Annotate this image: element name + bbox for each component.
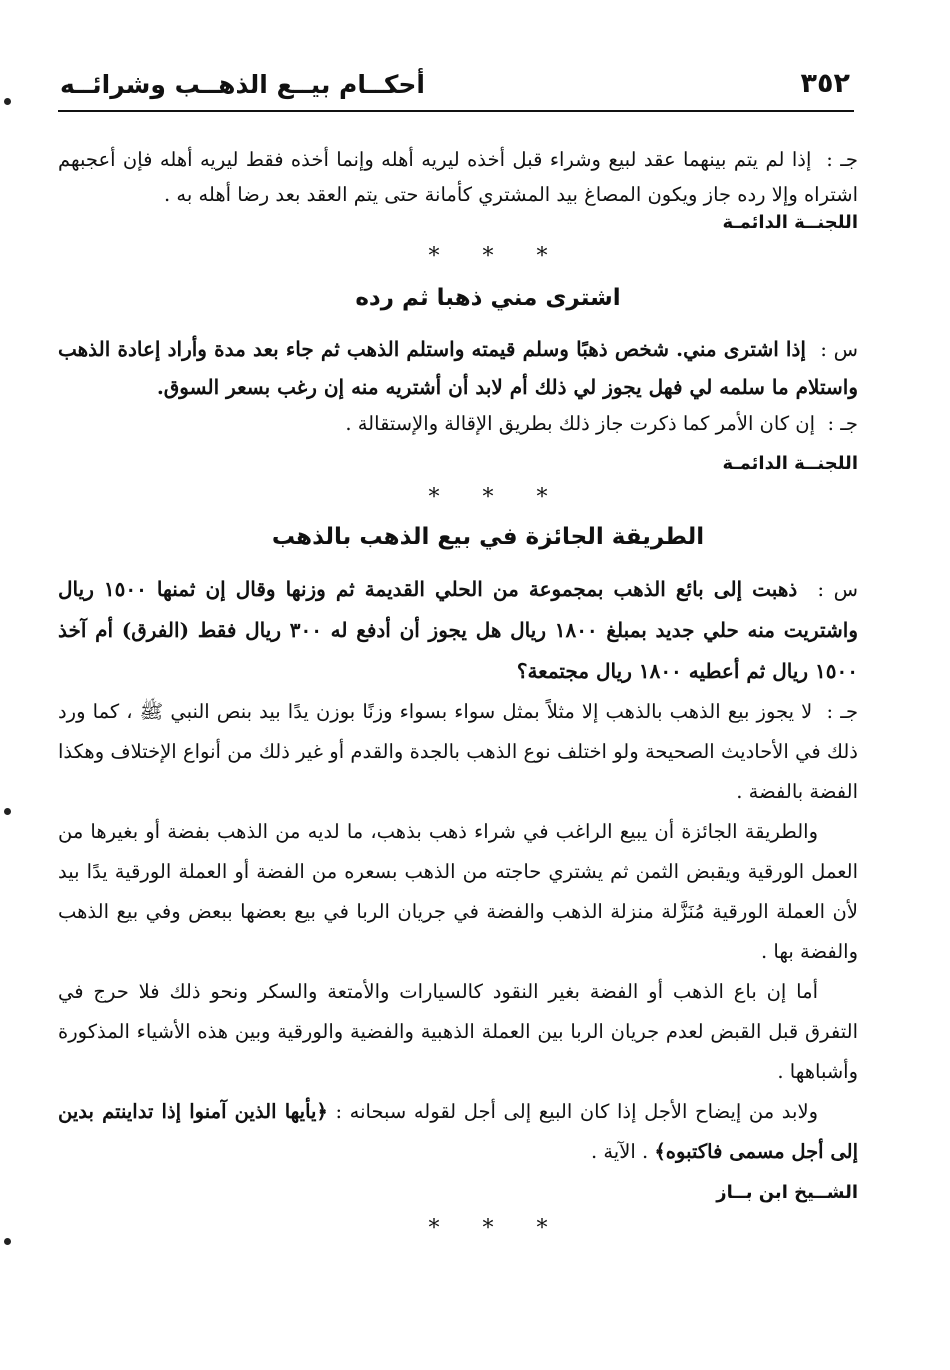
page-header bbox=[60, 68, 850, 108]
scan-mark bbox=[4, 808, 11, 815]
answer-paragraph bbox=[58, 406, 858, 441]
answer-marker: جـ : bbox=[826, 148, 858, 171]
quran-quote: ﴿يأيها الذين آمنوا إذا تداينتم بدين إلى أجل مسمى فاكتبوه﴾ bbox=[58, 1100, 858, 1163]
question-text: ذهبت إلى بائع الذهب بمجموعة من الحلي القديمة ثم وزنها وقال إن ثمنها ١٥٠٠ ريال واشتريت منه حلي جديد بمبلغ ١٨٠٠ ريال هل يجوز أن أدفع له ٣٠٠ ريال فقط (الفرق) أم آخذ ١٥٠٠ ريال ثم أعطيه ١٨٠٠ ريال مجتمعة؟ bbox=[58, 577, 858, 683]
body-paragraph: أما إن باع الذهب أو الفضة بغير النقود كالسيارات والأمتعة والسكر ونحو ذلك فلا حرج في التفرق قبل القبض لعدم جريان الربا بين العملة الذهبية والفضية والورقية وبين هذه الأشياء المذكورة وأشباهها . bbox=[58, 980, 858, 1083]
question-paragraph bbox=[58, 569, 858, 692]
paragraph-intro: ولابد من إيضاح الأجل إذا كان البيع إلى أجل لقوله سبحانه : bbox=[335, 1100, 818, 1123]
answer-text: إذا لم يتم بينهما عقد لبيع وشراء قبل أخذه ليريه أهله وإنما أخذه فقط ليريه أهله فإن أعجبهم اشتراه وإلا رده جاز ويكون المصاغ بيد المشتري كأمانة حتى يتم العقد بعد رضا أهله به . bbox=[58, 148, 858, 206]
section-title: اشترى مني ذهبا ثم رده bbox=[355, 285, 621, 311]
answer-marker: جـ : bbox=[826, 700, 858, 723]
page-number: ٣٥٢ bbox=[800, 68, 850, 99]
body-paragraph bbox=[58, 1092, 858, 1172]
separator-stars: * * * bbox=[428, 485, 566, 510]
section-title: الطريقة الجائزة في بيع الذهب بالذهب bbox=[271, 524, 705, 550]
question-marker: س : bbox=[817, 577, 859, 601]
answer-text: إن كان الأمر كما ذكرت جاز ذلك بطريق الإقالة والإستقالة . bbox=[345, 412, 816, 435]
question-paragraph bbox=[58, 330, 858, 406]
header-divider bbox=[58, 110, 854, 112]
running-title: أحكــام بيــع الذهــب وشرائــه bbox=[60, 70, 425, 99]
question-marker: س : bbox=[820, 337, 858, 361]
separator-stars: * * * bbox=[428, 244, 566, 269]
paragraph-end: . الآية . bbox=[590, 1140, 649, 1163]
separator-stars: * * * bbox=[428, 1216, 566, 1241]
scan-mark bbox=[4, 98, 11, 105]
signature: اللجنــة الدائمـة bbox=[722, 212, 858, 233]
scan-mark bbox=[4, 1238, 11, 1245]
answer-paragraph bbox=[58, 142, 858, 212]
answer-marker: جـ : bbox=[827, 412, 858, 435]
question-text: إذا اشترى مني. شخص ذهبًا وسلم قيمته واستلم الذهب ثم جاء بعد مدة وأراد إعادة الذهب واستلام ما سلمه لي فهل يجوز لي ذلك أم لابد أن أشتريه منه إن رغب بسعر السوق. bbox=[58, 337, 858, 399]
signature: اللجنــة الدائمـة bbox=[722, 453, 858, 474]
answer-paragraph bbox=[58, 692, 858, 812]
body-paragraph: والطريقة الجائزة أن يبيع الراغب في شراء ذهب بذهب، ما لديه من الذهب بفضة أو بغيرها من العمل الورقية ويقبض الثمن ثم يشتري حاجته من الذهب بسعره من الفضة أو العملة الورقية يدًا بيد لأن العملة الورقية مُنَزَّلة منزلة الذهب والفضة في جريان الربا في بيع بعضها ببعض وفي بيع الذهب والفضة بها . bbox=[58, 820, 858, 963]
page-body bbox=[58, 142, 858, 1244]
answer-text: لا يجوز بيع الذهب بالذهب إلا مثلاً بمثل سواء بسواء وزنًا بوزن يدًا بيد بنص النبي ﷺ ، كما ورد ذلك في الأحاديث الصحيحة ولو اختلف نوع الذهب بالجدة والقدم أو غير ذلك من أنواع الإختلاف وهكذا الفضة بالفضة . bbox=[58, 700, 858, 803]
signature: الشــيخ ابن بــاز bbox=[716, 1182, 858, 1203]
